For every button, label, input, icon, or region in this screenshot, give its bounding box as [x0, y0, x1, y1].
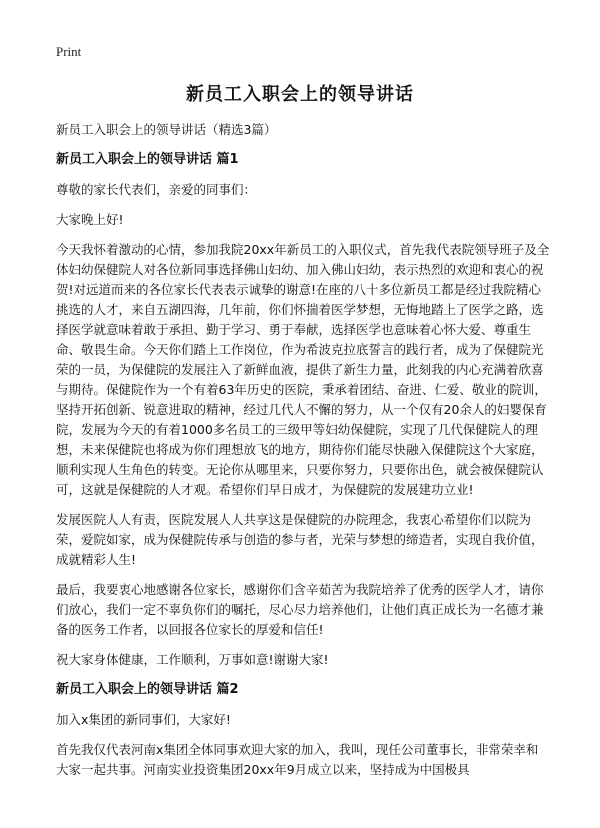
- document-body: [56, 120, 550, 790]
- document-subtitle: 新员工入职会上的领导讲话（精选3篇）: [56, 122, 277, 137]
- section-heading: 新员工入职会上的领导讲话 篇2: [56, 682, 239, 697]
- paragraph: 尊敬的家长代表们，亲爱的同事们：: [56, 182, 257, 197]
- paragraph: 发展医院人人有责，医院发展人人共享这是保健院的办院理念，我衷心希望你们以院为荣，爱院如家，成为保健院传承与创造的参与者，光荣与梦想的缔造者，实现自我价值，成就精彩人生!: [56, 512, 544, 567]
- page-title: 新员工入职会上的领导讲话: [186, 84, 414, 105]
- paragraph: 最后，我要衷心地感谢各位家长，感谢你们含辛茹苦为我院培养了优秀的医学人才，请你们放心，我们一定不辜负你们的嘱托，尽心尽力培养他们，让他们真正成长为一名德才兼备的医务工作者，以回报各位家长的厚爱和信任!: [56, 582, 544, 637]
- paragraph: 今天我怀着激动的心情，参加我院20xx年新员工的入职仪式，首先我代表院领导班子及全体妇幼保健院人对各位新同事选择佛山妇幼、加入佛山妇幼，表示热烈的欢迎和衷心的祝贺!对远道而来的各位家长代表表示诚挚的谢意!在座的八十多位新员工都是经过我院精心挑选的人才，来自五湖四海，几年前，你们怀揣着医学梦想，无悔地踏上了医学之路，选择医学就意味着敢于承担、勤于学习、勇于奉献，选择医学也意味着心怀大爱、尊重生命、敬畏生命。今天你们踏上工作岗位，作为希波克拉底誓言的践行者，成为了保健院光荣的一员，为保健院的发展注入了新鲜血液，提供了新生力量，此刻我的内心充满着欣喜与期待。保健院作为一个有着63年历史的医院，秉承着团结、奋进、仁爱、敬业的院训，坚持开拓创新、锐意进取的精神，经过几代人不懈的努力，从一个仅有20余人的妇婴保育院，发展为今天的有着1000多名员工的三级甲等妇幼保健院，实现了几代保健院人的理想，未来保健院也将成为你们理想放飞的地方，期待你们能尽快融入保健院这个大家庭，顺利实现人生角色的转变。无论你从哪里来，只要你努力，只要你出色，就会被保健院认可，这就是保健院的人才观。希望你们早日成才，为保健院的发展建功立业!: [56, 242, 550, 497]
- paragraph: 大家晚上好!: [56, 212, 124, 227]
- paragraph: 祝大家身体健康，工作顺利，万事如意!谢谢大家!: [56, 652, 329, 667]
- paragraph: 加入x集团的新同事们，大家好!: [56, 712, 231, 727]
- print-link[interactable]: Print: [56, 44, 82, 59]
- paragraph: 首先我仅代表河南x集团全体同事欢迎大家的加入，我叫，现任公司董事长，非常荣幸和大家一起共事。河南实业投资集团20xx年9月成立以来，坚持成为中国极具: [56, 742, 539, 777]
- section-heading: 新员工入职会上的领导讲话 篇1: [56, 152, 239, 167]
